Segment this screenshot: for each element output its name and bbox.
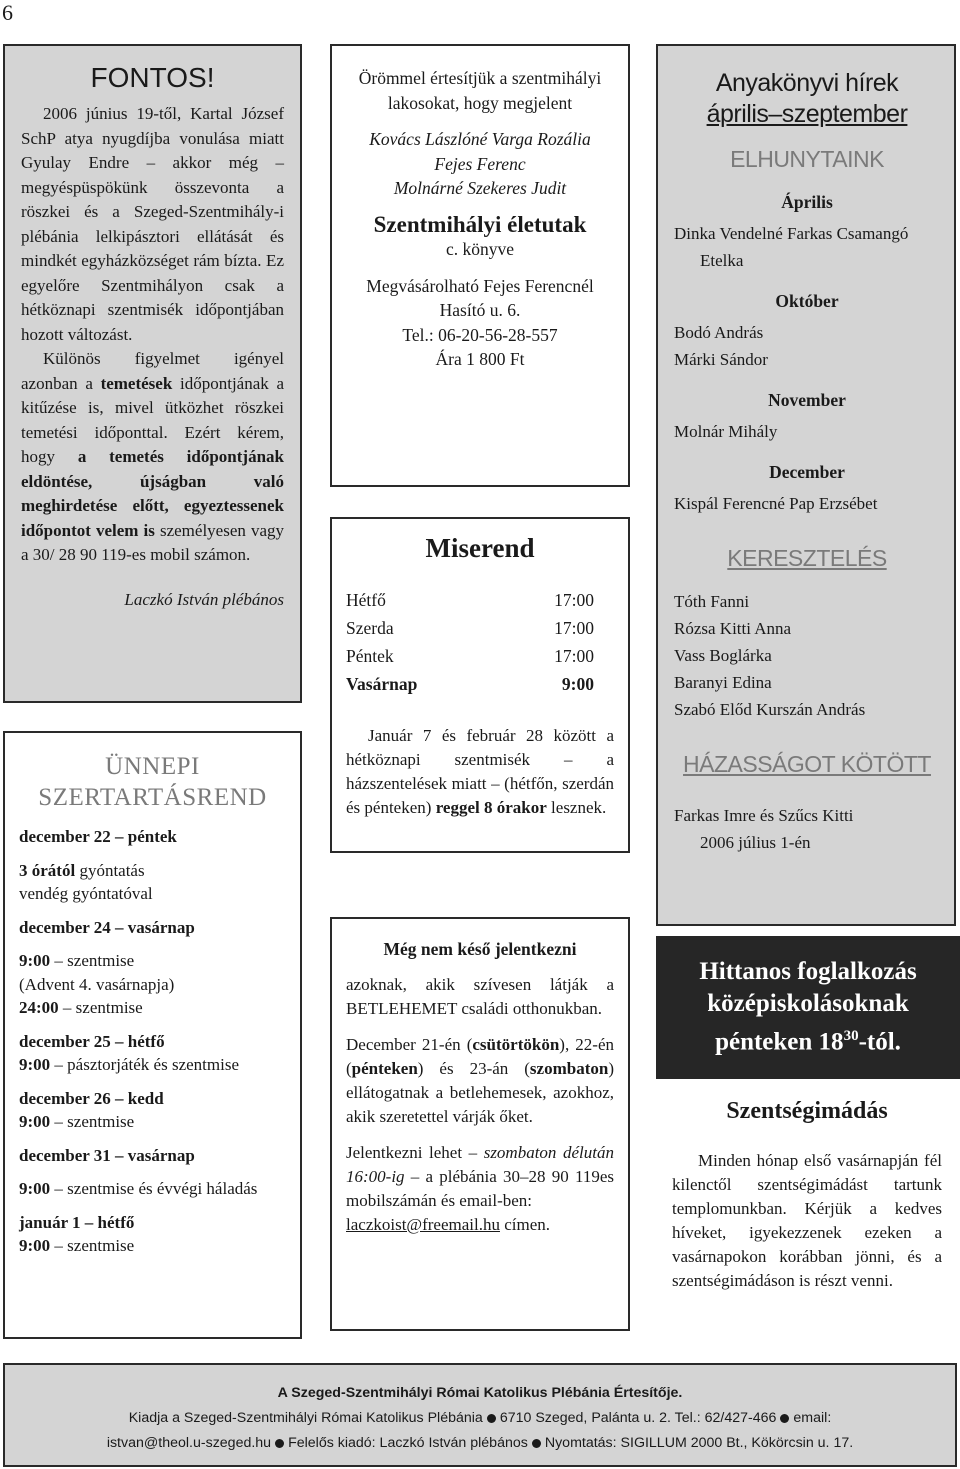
registry-news-box [656, 44, 956, 926]
registry-title: Anyakönyvi hírek április–szeptember [706, 69, 908, 128]
adoration-title: Szentségimádás [726, 1098, 888, 1124]
name-entry: Farkas Imre és Szűcs Kitti [674, 806, 854, 825]
name-entry: Molnár Mihály [674, 422, 778, 441]
catechesis-banner [656, 936, 960, 1079]
marriage-heading: HÁZASSÁGOT KÖTÖTT [683, 751, 931, 777]
mass-row: Péntek 17:00 [346, 646, 594, 666]
book-title: Szentmihályi életutak [373, 211, 587, 237]
mass-schedule-title: Miserend [425, 533, 535, 563]
marriage-date: 2006 július 1-én [700, 833, 811, 852]
book-announcement-box [330, 44, 630, 487]
notice-paragraph-1: 2006 június 19-től, Kartal József SchP atya nyugdíjba vonulása miatt Gyulay Endre – akkor még – megyéspüspökünk összevonta a röszkei és a Szeged-Szentmihály-i plébánia lelkipásztori ellátását és mindkét egyházközséget rám bízta. Ez egyelőre Szentmihályon csak a hétköznapi szentmisék időpontjában hozott változást. [21, 104, 284, 344]
bullet-icon [487, 1414, 496, 1423]
schedule-item: december 24 – vasárnap [19, 917, 195, 937]
schedule-item: 9:00 – szentmise (Advent 4. vasárnapja) 24:00 – szentmise [19, 951, 175, 1017]
name-entry: Baranyi Edina [674, 673, 772, 692]
signup-title: Még nem késő jelentkezni [383, 939, 577, 959]
schedule-item: december 26 – kedd 9:00 – szentmise [19, 1088, 164, 1131]
name-entry: Tóth Fanni [674, 592, 750, 611]
name-entry: Kispál Ferencné Pap Erzsébet [674, 494, 878, 513]
baptism-heading: KERESZTELÉS [727, 545, 887, 571]
mass-row: Vasárnap 9:00 [346, 674, 594, 694]
mass-row: Szerda 17:00 [346, 618, 594, 638]
book-intro: Örömmel értesítjük a szentmihályi lakosokat, hogy megjelent [358, 68, 602, 113]
book-authors: Kovács Lászlóné Varga Rozália Fejes Ferenc Molnárné Szekeres Judit [369, 129, 591, 198]
footer-line-3: istvan@theol.u-szeged.hu Felelős kiadó: Laczkó István plébános Nyomtatás: SIGILLUM 2000 Bt., Kökörcsin u. 17. [106, 1435, 854, 1451]
bullet-icon [780, 1414, 789, 1423]
adoration-text: Minden hónap első vasárnapján fél kilenctől szentségimádást tartunk templomunkban. Kérjük a kedves híveket, igyekezzenek ezeken a vasárnapokon korábban jönni, és a szentségimádáson is részt venni. [672, 1151, 942, 1290]
footer-box [3, 1363, 957, 1467]
schedule-item: december 31 – vasárnap [19, 1145, 195, 1165]
email-link[interactable]: laczkoist@freemail.hu [346, 1215, 500, 1234]
holiday-schedule-box [3, 731, 302, 1339]
mass-schedule-note: Január 7 és február 28 között a hétköznapi szentmisék – a házszentelések miatt – (hétfőn, szerdán és pénteken) reggel 8 órakor lesznek. [346, 726, 614, 817]
schedule-item: december 22 – péntek [19, 827, 177, 846]
bullet-icon [532, 1439, 541, 1448]
schedule-item: január 1 – hétfő 9:00 – szentmise [19, 1212, 135, 1255]
name-entry: Szabó Előd Kurszán András [674, 700, 866, 719]
signup-paragraph-3: Jelentkezni lehet – szombaton délután 16:00-ig – a plébánia 30–28 90 119es mobilszámán és email-ben: laczkoist@freemail.hu címen. [346, 1143, 614, 1234]
signup-paragraph-1: azoknak, akik szívesen látják a BETLEHEMET családi otthonukban. [346, 975, 614, 1018]
name-entry: Márki Sándor [674, 350, 768, 369]
holiday-schedule-title: ÜNNEPI SZERTARTÁSREND [38, 753, 267, 811]
mass-row: Hétfő 17:00 [346, 590, 594, 610]
name-entry: Dinka Vendelné Farkas Csamangó [674, 224, 909, 243]
month-label: Október [775, 291, 839, 311]
name-entry: Etelka [700, 251, 744, 270]
notice-signature: Laczkó István plébános [124, 589, 284, 609]
catechesis-line-2: középiskolásoknak [707, 990, 909, 1017]
schedule-item: 9:00 – szentmise és évvégi háladás [19, 1179, 258, 1198]
nativity-signup-box [330, 917, 630, 1331]
adoration-section [656, 1090, 956, 1293]
footer-title: A Szeged-Szentmihályi Római Katolikus Plébánia Értesítője. [277, 1385, 683, 1401]
book-subtitle: c. könyve [445, 239, 515, 259]
month-label: December [769, 462, 845, 482]
important-notice-box [3, 44, 302, 703]
page-number: 6 [2, 0, 13, 25]
name-entry: Vass Boglárka [674, 646, 772, 665]
footer-line-2: Kiadja a Szeged-Szentmihályi Római Katolikus Plébánia 6710 Szeged, Palánta u. 2. Tel.: 62/427-466 email: [128, 1410, 832, 1426]
catechesis-line-1: Hittanos foglalkozás [699, 958, 917, 985]
catechesis-line-3: pénteken $18^{30}$-tól. [715, 1028, 901, 1056]
month-label: November [768, 390, 846, 410]
signup-paragraph-2: December 21-én (csütörtökön), 22-én (pénteken) és 23-án (szombaton) ellátogatnak a betlehemesek, azokhoz, akik szeretettel várják őket. [346, 1035, 614, 1126]
bullet-icon [275, 1439, 284, 1448]
mass-schedule-box [330, 517, 630, 853]
book-purchase-info: Megvásárolható Fejes Ferencnél Hasító u. 6. Tel.: 06-20-56-28-557 Ára 1 800 Ft [366, 275, 594, 369]
notice-paragraph-2: Különös figyelmet igényel azonban a temetések időpontjának a kitűzése is, mivel ütközhet röszkei temetési időponttal. Ezért kérem, hogy a temetés időpontjának eldöntése, újságban való meghirdetése előtt, egyeztessenek időpontot velem is személyesen vagy a 30/ 28 90 119-es mobil számon. [21, 349, 284, 564]
name-entry: Bodó András [674, 323, 764, 342]
name-entry: Rózsa Kitti Anna [674, 619, 792, 638]
schedule-item: 3 órától gyóntatás vendég gyóntatóval [19, 860, 153, 903]
deceased-heading: ELHUNYTAINK [730, 146, 884, 172]
month-label: Április [781, 192, 833, 212]
notice-title: FONTOS! [90, 62, 215, 93]
schedule-item: december 25 – hétfő 9:00 – pásztorjáték és szentmise [19, 1031, 239, 1074]
